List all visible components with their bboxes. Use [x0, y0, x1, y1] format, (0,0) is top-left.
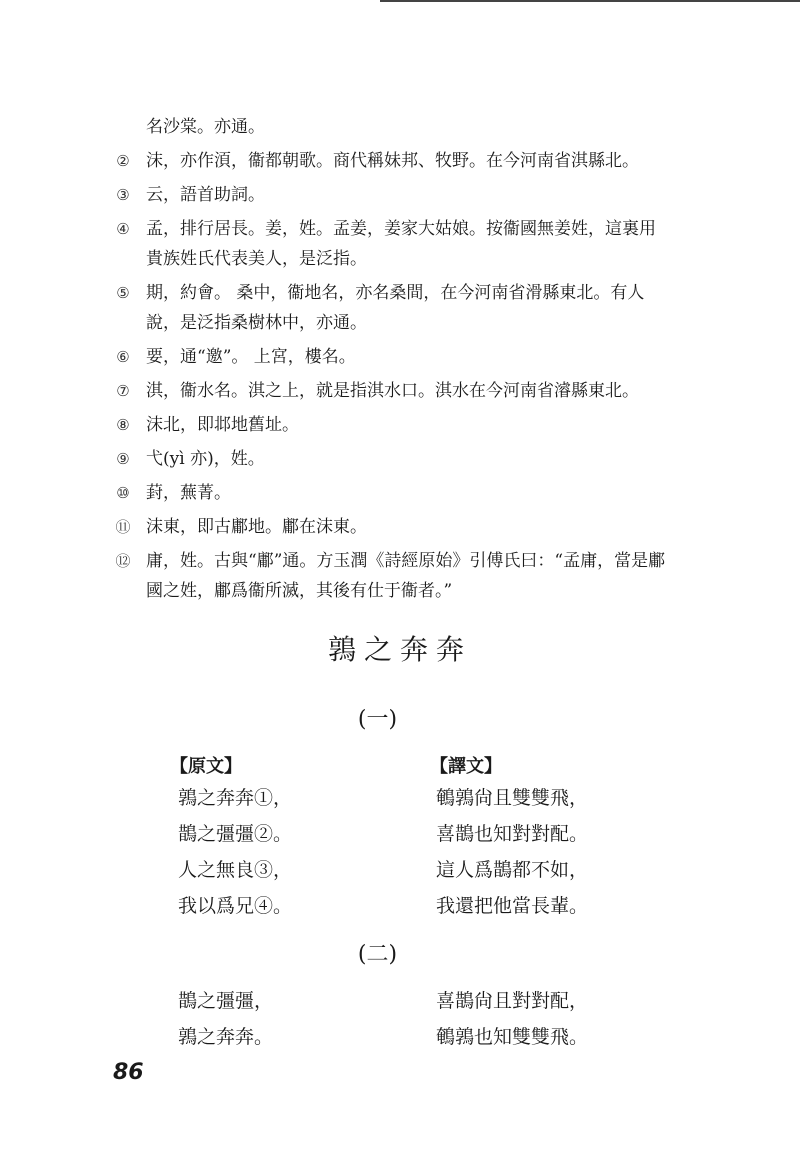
footnote-number: ⑩	[116, 484, 130, 502]
footnote-12	[112, 546, 672, 606]
part-one-original	[178, 780, 292, 924]
poem-line: 我以爲兄④。	[178, 895, 293, 917]
footnote-number: ④	[116, 220, 130, 238]
footnote-text: 沫北，即邶地舊址。	[146, 415, 299, 435]
footnotes	[112, 112, 672, 610]
footnote-text: 沫東，即古鄘地。鄘在沫東。	[146, 517, 367, 537]
part-one-translation	[436, 780, 588, 924]
poem-line: 喜鵲尙且對對配，	[436, 990, 589, 1012]
footnote-2	[112, 146, 672, 176]
footnote-number: ⑦	[116, 382, 130, 400]
footnote-10	[112, 478, 672, 508]
poem-line: 這人爲鵲都不如，	[436, 859, 589, 881]
part-two-original	[178, 983, 273, 1055]
footnote-text: 弋(yì 亦)，姓。	[146, 449, 265, 469]
footnote-5	[112, 278, 672, 338]
poem-title: 鶉之奔奔	[327, 633, 472, 666]
footnote-number: ⑪	[115, 518, 131, 536]
footnote-text: 沫，亦作湏，衞都朝歌。商代稱妹邦、牧野。在今河南省淇縣北。	[146, 151, 639, 171]
footnote-3	[112, 180, 672, 210]
footnote-11	[112, 512, 672, 542]
footnote-text: 要，通“邀”。 上宮，樓名。	[146, 347, 356, 367]
footnote-number: ⑨	[116, 450, 130, 468]
page-number: 86	[113, 1060, 144, 1085]
footnote-4	[112, 214, 672, 274]
original-heading: 【原文】	[170, 756, 242, 777]
footnote-text: 庸，姓。古與“鄘”通。方玉潤《詩經原始》引傅氏曰：“孟庸，當是鄘	[146, 551, 666, 571]
translation-heading: 【譯文】	[430, 756, 502, 777]
part-two-translation	[436, 983, 588, 1055]
poem-line: 我還把他當長輩。	[436, 895, 589, 917]
poem-line: 鵲之彊彊②。	[178, 823, 293, 845]
footnote-text: 淇，衞水名。淇之上，就是指淇水口。淇水在今河南省濬縣東北。	[146, 381, 639, 401]
top-rule	[380, 0, 800, 2]
footnote-1-continuation	[112, 112, 672, 142]
footnote-text: 葑，蕪菁。	[146, 483, 231, 503]
poem-line: 鶉之奔奔。	[178, 1026, 274, 1048]
footnote-number: ⑫	[115, 552, 131, 570]
footnote-text: 國之姓，鄘爲衞所滅，其後有仕于衞者。”	[146, 581, 453, 601]
footnote-text: 名沙棠。亦通。	[146, 117, 265, 137]
part-two-label: (二)	[357, 942, 398, 967]
poem-line: 鵪鶉尙且雙雙飛，	[436, 787, 589, 809]
footnote-8	[112, 410, 672, 440]
poem-line: 鶉之奔奔①，	[178, 787, 293, 809]
footnote-9	[112, 444, 672, 474]
poem-line: 人之無良③，	[178, 859, 293, 881]
part-one-label: (一)	[357, 707, 398, 732]
footnote-text: 貴族姓氏代表美人，是泛指。	[146, 249, 367, 269]
footnote-number: ⑧	[116, 416, 130, 434]
footnote-text: 說，是泛指桑樹林中，亦通。	[146, 313, 367, 333]
footnote-text: 期，約會。 桑中，衞地名，亦名桑間，在今河南省滑縣東北。有人	[146, 283, 645, 303]
footnote-7	[112, 376, 672, 406]
footnote-number: ③	[116, 186, 130, 204]
footnote-6	[112, 342, 672, 372]
poem-line: 鵲之彊彊，	[178, 990, 274, 1012]
footnote-number: ②	[116, 152, 130, 170]
footnote-number: ⑤	[116, 284, 130, 302]
footnote-text: 云，語首助詞。	[146, 185, 265, 205]
footnote-number: ⑥	[116, 348, 130, 366]
footnote-text: 孟，排行居長。姜，姓。孟姜，姜家大姑娘。按衞國無姜姓，這裏用	[146, 219, 656, 239]
poem-line: 喜鵲也知對對配。	[436, 823, 589, 845]
poem-line: 鵪鶉也知雙雙飛。	[436, 1026, 589, 1048]
